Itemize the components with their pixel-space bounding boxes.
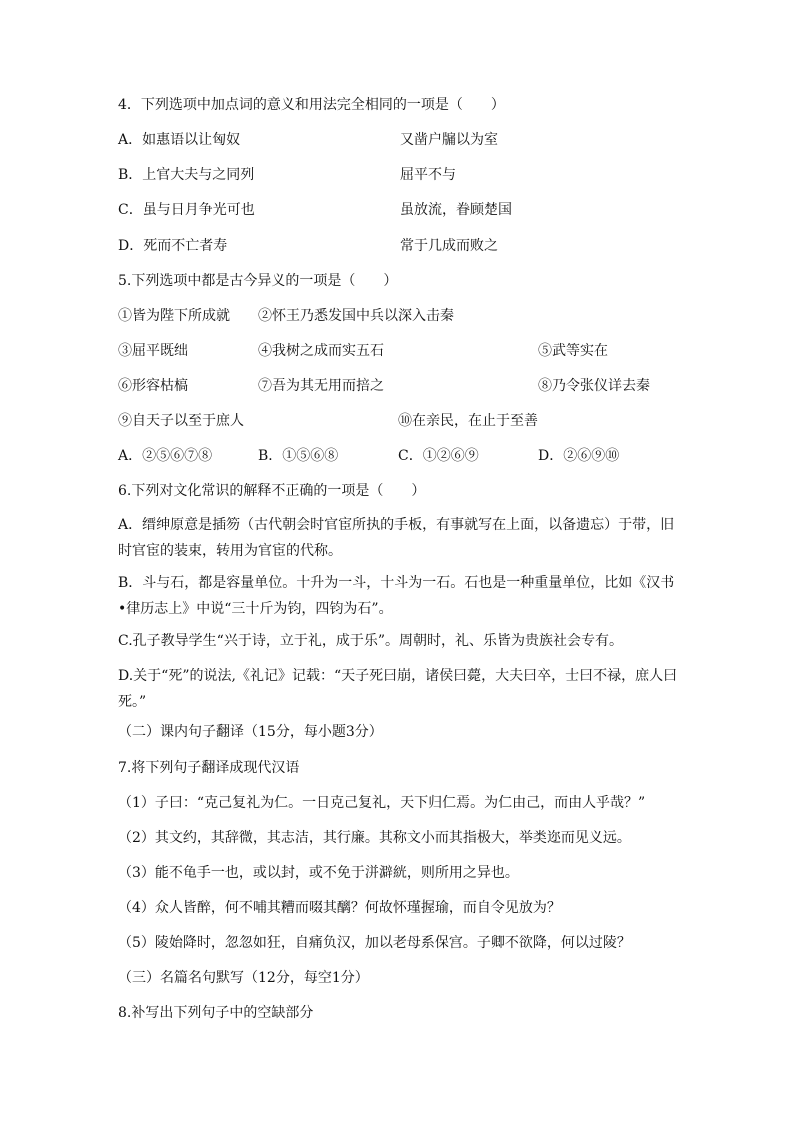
q4-option-a: A．如惠语以让匈奴 — [118, 132, 241, 148]
q6-option-c: C.孔子教导学生“兴于诗，立于礼，成于乐”。周朝时，礼、乐皆为贵族社会专有。 — [118, 633, 623, 649]
q6-option-d: D.关于“死”的说法,《礼记》记载：“天子死曰崩，诸侯曰薨，大夫曰卒，士曰不禄，庶人曰死。” — [118, 668, 678, 710]
q4-option-d-compare: 常于几成而败之 — [400, 238, 498, 254]
q5-item-6: ⑥形容枯槁 — [118, 378, 188, 394]
q6-stem: 6.下列对文化常识的解释不正确的一项是（ ） — [118, 483, 426, 499]
q5-choice-b: B．①⑤⑥⑧ — [258, 448, 339, 464]
q7-item-5: （5）陵始降时，忽忽如狂，自痛负汉，加以老母系保宫。子卿不欲降，何以过陵？ — [118, 935, 631, 951]
q8-stem: 8.补写出下列句子中的空缺部分 — [118, 1005, 314, 1021]
q5-item-1: ①皆为陛下所成就 — [118, 308, 230, 324]
section-heading-translation: （二）课内句子翻译（15分，每小题3分） — [118, 724, 383, 740]
q5-item-10: ⑩在亲民，在止于至善 — [398, 413, 538, 429]
q7-item-3: （3）能不龟手一也，或以封，或不免于洴澼絖，则所用之异也。 — [118, 865, 519, 881]
q5-item-2: ②怀王乃悉发国中兵以深入击秦 — [258, 308, 454, 324]
q7-item-4: （4）众人皆醉，何不哺其糟而啜其醨？何故怀瑾握瑜，而自令见放为？ — [118, 900, 561, 916]
q5-choice-d: D．②⑥⑨⑩ — [538, 448, 620, 464]
q5-item-9: ⑨自天子以至于庶人 — [118, 413, 244, 429]
q6-option-a: A．缙绅原意是插笏（古代朝会时官宦所执的手板，有事就写在上面，以备遗忘）于带，旧时官宦的装束，转用为官宦的代称。 — [118, 517, 675, 559]
q5-stem: 5.下列选项中都是古今异义的一项是（ ） — [118, 273, 398, 289]
q7-item-2: （2）其文约，其辞微，其志洁，其行廉。其称文小而其指极大，举类迩而见义远。 — [118, 830, 631, 846]
q5-item-3: ③屈平既绌 — [118, 343, 188, 359]
q4-stem: 4．下列选项中加点词的意义和用法完全相同的一项是（ ） — [118, 97, 505, 113]
q4-option-c-compare: 虽放流，眷顾楚国 — [400, 202, 512, 218]
q6-option-b: B．斗与石，都是容量单位。十升为一斗，十斗为一石。石也是一种重量单位，比如《汉书•律历志上》中说“三十斤为钧，四钧为石”。 — [118, 575, 675, 617]
q4-option-d: D．死而不亡者寿 — [118, 238, 228, 254]
q5-item-7: ⑦吾为其无用而掊之 — [258, 378, 384, 394]
q4-option-b-compare: 屈平不与 — [400, 167, 456, 183]
q7-item-1: （1）子曰：“克己复礼为仁。一日克己复礼，天下归仁焉。为仁由己，而由人乎哉？” — [118, 795, 646, 811]
q5-item-5: ⑤武等实在 — [538, 343, 608, 359]
q5-item-4: ④我树之成而实五石 — [258, 343, 384, 359]
q5-item-8: ⑧乃令张仪详去秦 — [538, 378, 650, 394]
q5-choice-a: A．②⑤⑥⑦⑧ — [118, 448, 213, 464]
q4-option-b: B．上官大夫与之同列 — [118, 167, 255, 183]
q5-choice-c: C．①②⑥⑨ — [398, 448, 479, 464]
q4-option-a-compare: 又凿户牖以为室 — [400, 132, 498, 148]
section-heading-dictation: （三）名篇名句默写（12分，每空1分） — [118, 970, 369, 986]
q7-stem: 7.将下列句子翻译成现代汉语 — [118, 760, 300, 776]
q4-option-c: C．虽与日月争光可也 — [118, 202, 255, 218]
